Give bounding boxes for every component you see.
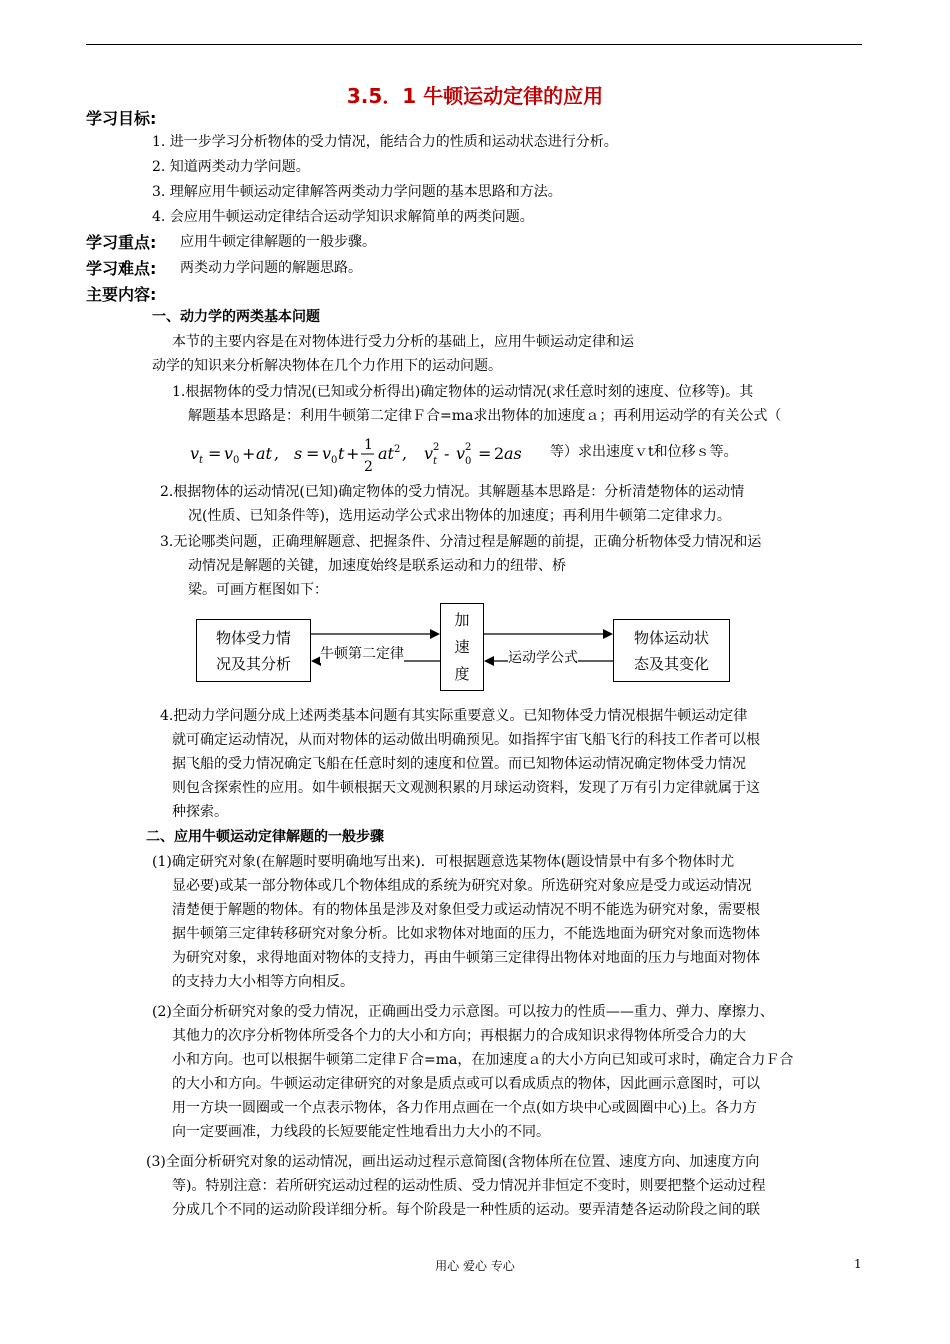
svg-text:2: 2 xyxy=(465,442,472,453)
motion-state-label: 态及其变化 xyxy=(633,655,709,673)
svg-text:as: as xyxy=(504,444,522,463)
motion-state-label: 物体运动状 xyxy=(633,629,709,647)
step1-line: 据牛顿第三定律转移研究对象分析。比如求物体对地面的压力，不能选地面为研究对象而选物体 xyxy=(172,926,760,942)
svg-text:1: 1 xyxy=(364,437,373,453)
svg-text:2: 2 xyxy=(494,444,505,463)
p1-line: 1.根据物体的受力情况(已知或分析得出)确定物体的运动情况(求任意时刻的速度、位移等)。其 xyxy=(172,384,754,400)
p4-line: 种探索。 xyxy=(172,804,228,820)
svg-text:2: 2 xyxy=(433,442,440,453)
formula-tail: 等）求出速度ｖt和位移ｓ等。 xyxy=(550,444,738,460)
p2-line: 2.根据物体的运动情况(已知)确定物体的受力情况。其解题基本思路是：分析清楚物体的运动情 xyxy=(160,484,745,500)
difficulties-heading: 学习难点: xyxy=(86,259,157,278)
kinematics-formula-label: 运动学公式 xyxy=(508,647,578,667)
step1-line: 清楚便于解题的物体。有的物体虽是涉及对象但受力或运动情况不明不能选为研究对象，需要根 xyxy=(172,902,760,918)
svg-text:v: v xyxy=(224,444,234,463)
svg-text:v: v xyxy=(424,444,434,463)
step1-line: 显必要)或某一部分物体或几个物体组成的系统为研究对象。所选研究对象应是受力或运动情况 xyxy=(172,878,752,894)
header-rule xyxy=(86,44,862,45)
page-number: 1 xyxy=(854,1257,862,1271)
svg-text:2: 2 xyxy=(364,459,373,475)
svg-text:=: = xyxy=(478,444,492,463)
step1-line: (1)确定研究对象(在解题时要明确地写出来)．可根据题意选某物体(题设情景中有多个物体时尤 xyxy=(152,854,735,870)
goal-item: 1. 进一步学习分析物体的受力情况，能结合力的性质和运动状态进行分析。 xyxy=(152,134,618,150)
svg-text:0: 0 xyxy=(233,455,240,466)
acceleration-label: 加 xyxy=(454,611,470,629)
newton-second-law-label: 牛顿第二定律 xyxy=(320,643,404,663)
svg-text:v: v xyxy=(190,444,200,463)
p4-line: 据飞船的受力情况确定飞船在任意时刻的速度和位置。而已知物体运动情况确定物体受力情况 xyxy=(172,756,746,772)
force-analysis-label: 物体受力情 xyxy=(215,629,291,647)
svg-text:v: v xyxy=(456,444,466,463)
svg-text:,: , xyxy=(274,444,280,463)
p1-line: 解题基本思路是：利用牛顿第二定律Ｆ合=ma求出物体的加速度ａ；再利用运动学的有关公式（ xyxy=(188,408,782,424)
section1-intro-line: 本节的主要内容是在对物体进行受力分析的基础上，应用牛顿运动定律和运 xyxy=(172,334,634,350)
p3-line: 3.无论哪类问题，正确理解题意、把握条件、分清过程是解题的前提，正确分析物体受力情况和运 xyxy=(160,534,762,550)
p4-line: 4.把动力学问题分成上述两类基本问题有其实际重要意义。已知物体受力情况根据牛顿运动定律 xyxy=(160,708,748,724)
section2-heading: 二、应用牛顿运动定律解题的一般步骤 xyxy=(146,829,384,845)
svg-text:-: - xyxy=(444,444,450,463)
footer-motto: 用心 爱心 专心 xyxy=(435,1259,515,1273)
goals-heading: 学习目标: xyxy=(86,109,157,128)
content-heading: 主要内容: xyxy=(86,285,157,304)
svg-text:v: v xyxy=(322,444,332,463)
svg-text:2: 2 xyxy=(394,444,401,455)
svg-text:at: at xyxy=(256,444,272,463)
force-analysis-box xyxy=(196,619,311,682)
acceleration-label: 度 xyxy=(454,665,470,683)
svg-text:+: + xyxy=(346,444,360,463)
svg-text:t: t xyxy=(199,455,204,466)
p3-line: 梁。可画方框图如下： xyxy=(188,582,328,598)
svg-text:s: s xyxy=(294,444,303,463)
svg-text:,: , xyxy=(402,444,408,463)
svg-text:=: = xyxy=(208,444,222,463)
key-points-heading: 学习重点: xyxy=(86,233,157,252)
step2-line: 其他力的次序分析物体所受各个力的大小和方向；再根据力的合成知识求得物体所受合力的大 xyxy=(172,1028,746,1044)
goal-item: 2. 知道两类动力学问题。 xyxy=(152,159,310,175)
step2-line: (2)全面分析研究对象的受力情况，正确画出受力示意图。可以按力的性质——重力、弹力、摩擦力、 xyxy=(152,1004,774,1020)
step2-line: 用一方块一圆圈或一个点表示物体，各力作用点画在一个点(如方块中心或圆圈中心)上。各力方 xyxy=(172,1100,757,1116)
step3-line: (3)全面分析研究对象的运动情况，画出运动过程示意简图(含物体所在位置、速度方向、加速度方向 xyxy=(146,1154,760,1170)
step3-line: 等)。特别注意：若所研究运动过程的运动性质、受力情况并非恒定不变时，则要把整个运动过程 xyxy=(172,1178,766,1194)
svg-text:t: t xyxy=(433,456,438,467)
kinematics-formulas xyxy=(188,430,568,476)
p4-line: 则包含探索性的应用。如牛顿根据天文观测积累的月球运动资料，发现了万有引力定律就属于这 xyxy=(172,780,760,796)
force-analysis-label: 况及其分析 xyxy=(215,655,291,673)
acceleration-label: 速 xyxy=(454,638,470,656)
step1-line: 的支持力大小相等方向相反。 xyxy=(172,974,354,990)
page-title: 3.5．1 牛顿运动定律的应用 xyxy=(346,84,604,108)
p2-line: 况(性质、已知条件等)，选用运动学公式求出物体的加速度；再利用牛顿第二定律求力。 xyxy=(188,508,731,524)
svg-text:=: = xyxy=(306,444,320,463)
p3-line: 动情况是解题的关键，加速度始终是联系运动和力的纽带、桥 xyxy=(188,558,566,574)
svg-text:t: t xyxy=(338,444,345,463)
svg-text:at: at xyxy=(378,444,394,463)
step2-line: 小和方向。也可以根据牛顿第二定律Ｆ合=ma，在加速度ａ的大小方向已知或可求时，确定合力Ｆ合 xyxy=(172,1052,794,1068)
svg-text:0: 0 xyxy=(465,456,472,467)
section1-heading: 一、动力学的两类基本问题 xyxy=(152,309,320,325)
step1-line: 为研究对象，求得地面对物体的支持力，再由牛顿第三定律得出物体对地面的压力与地面对物体 xyxy=(172,950,760,966)
svg-text:0: 0 xyxy=(331,455,338,466)
section1-intro-line: 动学的知识来分析解决物体在几个力作用下的运动问题。 xyxy=(152,358,502,374)
step2-line: 的大小和方向。牛顿运动定律研究的对象是质点或可以看成质点的物体，因此画示意图时，可以 xyxy=(172,1076,760,1092)
svg-text:+: + xyxy=(242,444,256,463)
goal-item: 3. 理解应用牛顿运动定律解答两类动力学问题的基本思路和方法。 xyxy=(152,184,562,200)
step3-line: 分成几个不同的运动阶段详细分析。每个阶段是一种性质的运动。要弄清楚各运动阶段之间的联 xyxy=(172,1202,760,1218)
motion-state-box xyxy=(613,619,730,682)
step2-line: 向一定要画准，力线段的长短要能定性地看出力大小的不同。 xyxy=(172,1124,550,1140)
difficulties-text: 两类动力学问题的解题思路。 xyxy=(180,260,362,276)
key-points-text: 应用牛顿定律解题的一般步骤。 xyxy=(180,234,376,250)
p4-line: 就可确定运动情况，从而对物体的运动做出明确预见。如指挥宇宙飞船飞行的科技工作者可以根 xyxy=(172,732,760,748)
goal-item: 4. 会应用牛顿运动定律结合运动学知识求解简单的两类问题。 xyxy=(152,209,534,225)
